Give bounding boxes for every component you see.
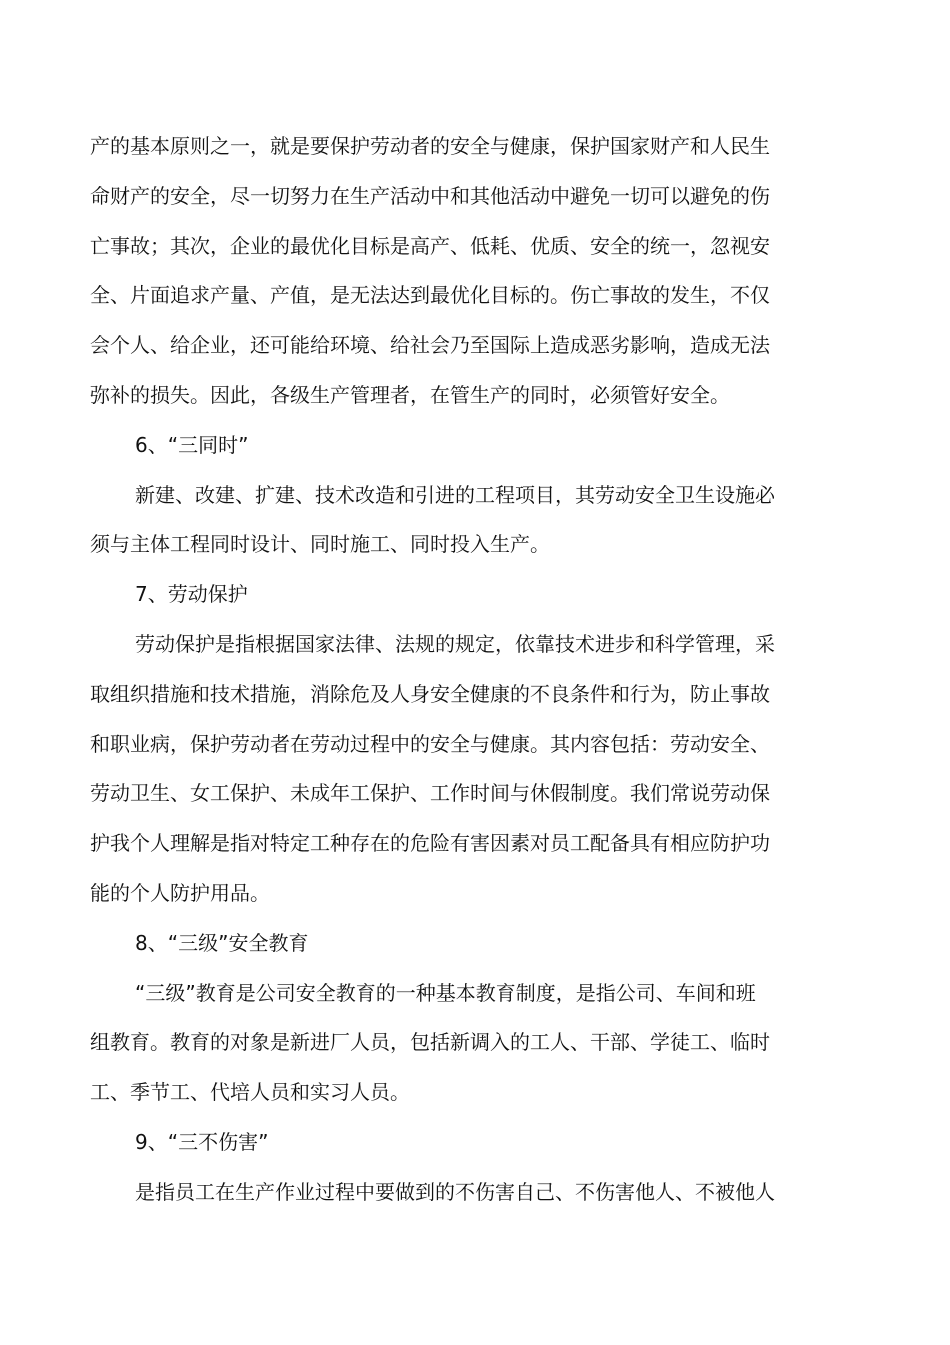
text-line: 须与主体工程同时设计、同时施工、同时投入生产。 <box>90 532 550 557</box>
text-line: 是指员工在生产作业过程中要做到的不伤害自己、不伤害他人、不被他人 <box>135 1179 775 1204</box>
text-line: 命财产的安全，尽一切努力在生产活动中和其他活动中避免一切可以避免的伤 <box>90 183 770 208</box>
text-line: 取组织措施和技术措施，消除危及人身安全健康的不良条件和行为，防止事故 <box>90 681 770 706</box>
text-line: 劳动卫生、女工保护、未成年工保护、工作时间与休假制度。我们常说劳动保 <box>90 781 770 806</box>
text-line: 8、“三级”安全教育 <box>135 930 309 955</box>
text-line: 能的个人防护用品。 <box>90 880 270 905</box>
text-line: 亡事故；其次，企业的最优化目标是高产、低耗、优质、安全的统一，忽视安 <box>90 233 770 258</box>
text-line: 产的基本原则之一，就是要保护劳动者的安全与健康，保护国家财产和人民生 <box>90 134 770 158</box>
text-line: 会个人、给企业，还可能给环境、给社会乃至国际上造成恶劣影响，造成无法 <box>90 333 770 358</box>
text-line: 全、片面追求产量、产值，是无法达到最优化目标的。伤亡事故的发生，不仅 <box>90 283 770 308</box>
text-line: 7、劳动保护 <box>135 582 248 607</box>
text-line: 新建、改建、扩建、技术改造和引进的工程项目，其劳动安全卫生设施必 <box>135 482 775 507</box>
document-body <box>90 122 820 1218</box>
text-line: 6、“三同时” <box>135 432 249 457</box>
text-line: 劳动保护是指根据国家法律、法规的规定，依靠技术进步和科学管理，采 <box>135 631 775 656</box>
text-line: 弥补的损失。因此，各级生产管理者，在管生产的同时，必须管好安全。 <box>90 382 730 407</box>
text-line: 护我个人理解是指对特定工种存在的危险有害因素对员工配备具有相应防护功 <box>90 831 770 856</box>
text-line: 和职业病，保护劳动者在劳动过程中的安全与健康。其内容包括：劳动安全、 <box>90 731 770 756</box>
text-line: “三级”教育是公司安全教育的一种基本教育制度，是指公司、车间和班 <box>135 980 756 1005</box>
text-line: 工、季节工、代培人员和实习人员。 <box>90 1080 410 1105</box>
text-line: 9、“三不伤害” <box>135 1129 269 1154</box>
text-line: 组教育。教育的对象是新进厂人员，包括新调入的工人、干部、学徒工、临时 <box>90 1030 770 1055</box>
